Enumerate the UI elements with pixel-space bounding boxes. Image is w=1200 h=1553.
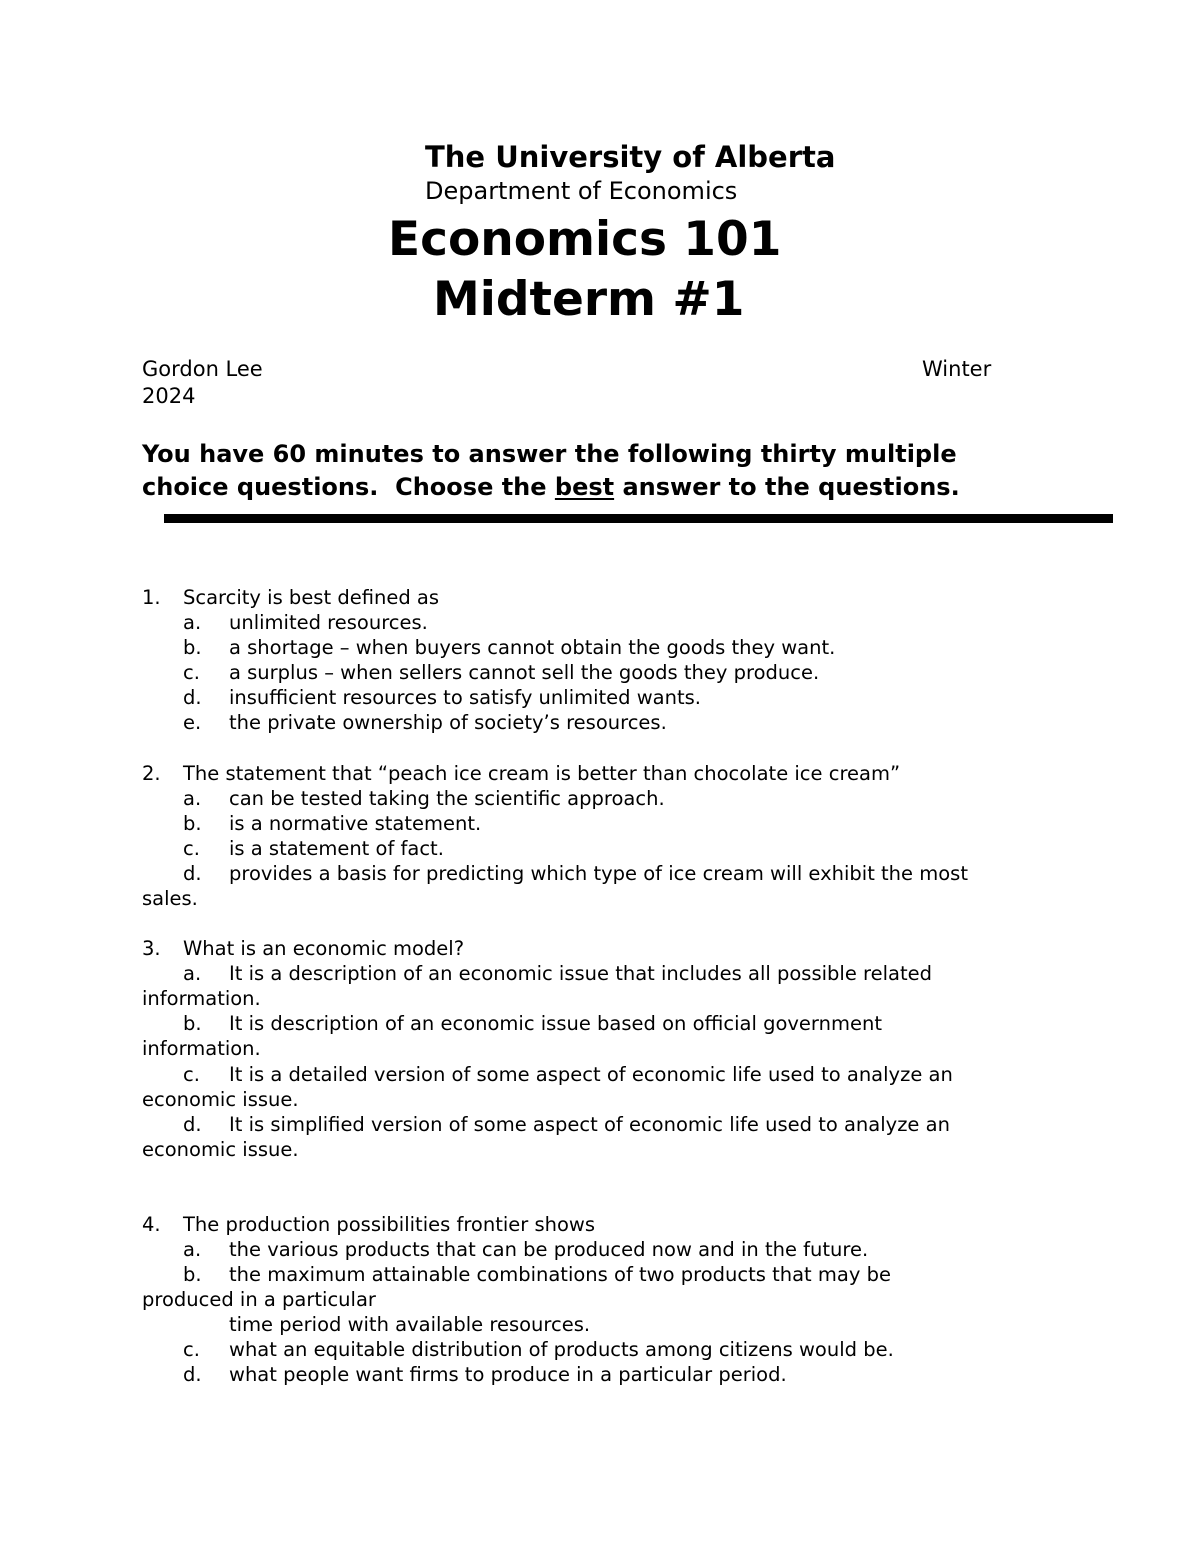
option-text: provides a basis for predicting which type of ice cream will exhibit the most [229, 862, 968, 885]
option-letter: b. [183, 1012, 202, 1035]
question-number: 3. [142, 937, 161, 960]
option-text: It is a description of an economic issue that includes all possible related [229, 962, 932, 985]
option-text-continued: produced in a particular [142, 1288, 376, 1311]
option-text: the maximum attainable combinations of two products that may be [229, 1263, 891, 1286]
university-title: The University of Alberta [425, 140, 836, 174]
option-text: is a statement of fact. [229, 837, 444, 860]
department-name: Department of Economics [425, 177, 738, 205]
option-text: the private ownership of society’s resources. [229, 711, 667, 734]
option-text-continued: economic issue. [142, 1138, 299, 1161]
option-text: what people want firms to produce in a particular period. [229, 1363, 787, 1386]
exam-title: Midterm #1 [433, 272, 745, 327]
question-number: 4. [142, 1213, 161, 1236]
course-title: Economics 101 [388, 212, 782, 267]
question-stem: What is an economic model? [183, 937, 465, 960]
term-label: Winter [922, 357, 992, 381]
option-letter: a. [183, 962, 202, 985]
divider-rule [164, 514, 1113, 523]
option-letter: e. [183, 711, 202, 734]
option-letter: c. [183, 661, 200, 684]
emphasis-best: best [554, 473, 615, 501]
option-letter: b. [183, 1263, 202, 1286]
option-text: It is description of an economic issue based on official government [229, 1012, 882, 1035]
option-text: unlimited resources. [229, 611, 428, 634]
option-text: can be tested taking the scientific approach. [229, 787, 665, 810]
option-text: is a normative statement. [229, 812, 482, 835]
option-text-continued: time period with available resources. [229, 1313, 591, 1336]
option-letter: a. [183, 1238, 202, 1261]
question-number: 2. [142, 762, 161, 785]
question-stem: The production possibilities frontier shows [183, 1213, 596, 1236]
option-text: a shortage – when buyers cannot obtain the goods they want. [229, 636, 836, 659]
option-letter: d. [183, 862, 202, 885]
option-letter: a. [183, 611, 202, 634]
option-letter: c. [183, 837, 200, 860]
option-letter: b. [183, 812, 202, 835]
option-text: the various products that can be produced now and in the future. [229, 1238, 869, 1261]
option-text-continued: sales. [142, 887, 198, 910]
option-text: a surplus – when sellers cannot sell the goods they produce. [229, 661, 820, 684]
option-letter: c. [183, 1338, 200, 1361]
option-letter: c. [183, 1063, 200, 1086]
option-letter: a. [183, 787, 202, 810]
instructor-name: Gordon Lee [142, 357, 263, 381]
option-text: what an equitable distribution of products among citizens would be. [229, 1338, 894, 1361]
option-text: It is a detailed version of some aspect of economic life used to analyze an [229, 1063, 953, 1086]
option-text-continued: economic issue. [142, 1088, 299, 1111]
option-text-continued: information. [142, 1037, 261, 1060]
option-letter: d. [183, 686, 202, 709]
option-text: insufficient resources to satisfy unlimited wants. [229, 686, 701, 709]
option-text-continued: information. [142, 987, 261, 1010]
option-letter: b. [183, 636, 202, 659]
question-number: 1. [142, 586, 161, 609]
instructions-line-2: choice questions. Choose the best answer to the questions. [142, 473, 960, 501]
question-stem: The statement that “peach ice cream is better than chocolate ice cream” [183, 762, 901, 785]
option-letter: d. [183, 1363, 202, 1386]
instructions-line-1: You have 60 minutes to answer the following thirty multiple [142, 440, 957, 468]
year-label: 2024 [142, 384, 196, 408]
question-stem: Scarcity is best defined as [183, 586, 440, 609]
option-letter: d. [183, 1113, 202, 1136]
option-text: It is simplified version of some aspect of economic life used to analyze an [229, 1113, 950, 1136]
